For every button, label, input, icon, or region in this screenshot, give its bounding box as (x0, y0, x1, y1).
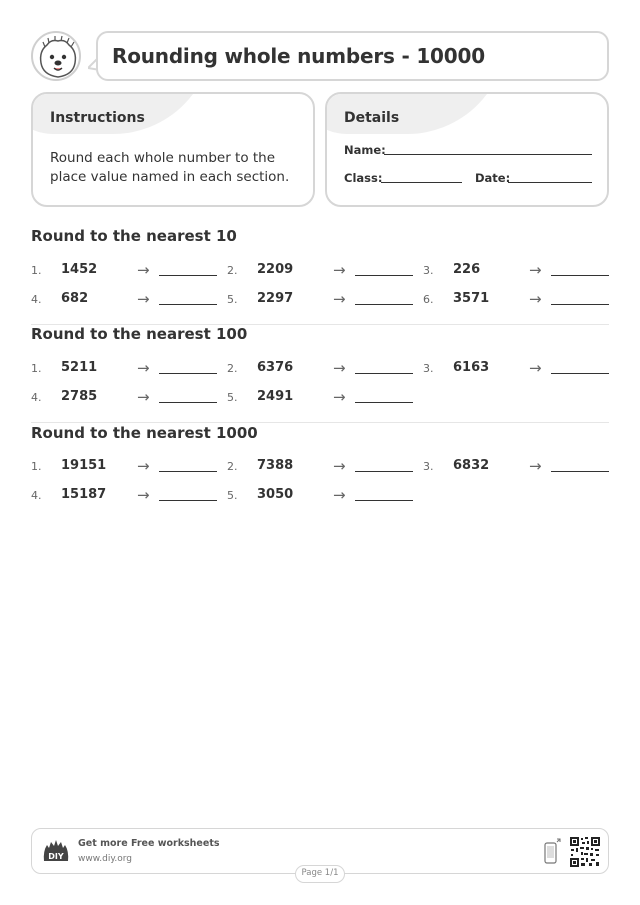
name-label: Name: (344, 143, 386, 157)
class-label: Class: (344, 171, 383, 185)
question-value: 226 (453, 262, 481, 277)
question-number: 2. (227, 362, 238, 375)
question-number: 1. (31, 460, 42, 473)
class-field[interactable] (381, 182, 462, 183)
footer-title[interactable]: Get more Free worksheets (78, 838, 220, 849)
arrow-icon: → (137, 261, 150, 279)
question-number: 4. (31, 391, 42, 404)
instructions-text: Round each whole number to the place value named in each section. (50, 150, 290, 185)
question-value: 15187 (61, 487, 107, 502)
arrow-icon: → (137, 457, 150, 475)
instructions-box (31, 92, 315, 207)
answer-line[interactable] (159, 402, 217, 403)
question-number: 3. (423, 460, 434, 473)
question-value: 2209 (257, 262, 294, 277)
question-value: 3050 (257, 487, 294, 502)
question-value: 6376 (257, 360, 294, 375)
section-heading: Round to the nearest 1000 (31, 424, 258, 442)
answer-line[interactable] (355, 304, 413, 305)
question-number: 3. (423, 362, 434, 375)
answer-line[interactable] (159, 304, 217, 305)
answer-line[interactable] (159, 471, 217, 472)
answer-line[interactable] (355, 402, 413, 403)
arrow-icon: → (333, 457, 346, 475)
date-field[interactable] (508, 182, 592, 183)
question-number: 6. (423, 293, 434, 306)
arrow-icon: → (333, 359, 346, 377)
instructions-heading: Instructions (50, 110, 145, 126)
question-number: 2. (227, 264, 238, 277)
question-number: 4. (31, 293, 42, 306)
question-number: 5. (227, 293, 238, 306)
arrow-icon: → (333, 388, 346, 406)
arrow-icon: → (529, 290, 542, 308)
question-number: 2. (227, 460, 238, 473)
phone-icon (542, 838, 562, 866)
title-box (96, 31, 609, 81)
page-indicator: Page 1/1 (295, 865, 345, 883)
answer-line[interactable] (551, 304, 609, 305)
name-field[interactable] (384, 154, 592, 155)
details-box (325, 92, 609, 207)
arrow-icon: → (333, 486, 346, 504)
arrow-icon: → (529, 457, 542, 475)
answer-line[interactable] (355, 373, 413, 374)
logo-text: DIY (48, 852, 64, 861)
question-value: 1452 (61, 262, 98, 277)
answer-line[interactable] (551, 275, 609, 276)
answer-line[interactable] (355, 275, 413, 276)
question-value: 2297 (257, 291, 294, 306)
question-value: 19151 (61, 458, 107, 473)
question-value: 6832 (453, 458, 490, 473)
answer-line[interactable] (551, 373, 609, 374)
arrow-icon: → (137, 388, 150, 406)
answer-line[interactable] (159, 275, 217, 276)
question-value: 5211 (61, 360, 98, 375)
diy-logo-icon[interactable] (42, 839, 70, 865)
question-value: 3571 (453, 291, 490, 306)
question-value: 6163 (453, 360, 490, 375)
question-number: 5. (227, 391, 238, 404)
answer-line[interactable] (159, 500, 217, 501)
question-number: 3. (423, 264, 434, 277)
qr-code-icon (569, 836, 601, 868)
question-value: 7388 (257, 458, 294, 473)
arrow-icon: → (333, 261, 346, 279)
question-value: 2785 (61, 389, 98, 404)
arrow-icon: → (137, 486, 150, 504)
answer-line[interactable] (159, 373, 217, 374)
question-value: 2491 (257, 389, 294, 404)
question-number: 1. (31, 362, 42, 375)
section-heading: Round to the nearest 10 (31, 227, 237, 245)
page-title: Rounding whole numbers - 10000 (112, 44, 485, 68)
answer-line[interactable] (355, 471, 413, 472)
arrow-icon: → (137, 290, 150, 308)
arrow-icon: → (529, 359, 542, 377)
date-label: Date: (475, 171, 511, 185)
section-divider (31, 422, 609, 423)
question-number: 1. (31, 264, 42, 277)
arrow-icon: → (529, 261, 542, 279)
bear-mascot-icon (31, 31, 81, 81)
question-number: 4. (31, 489, 42, 502)
footer-url[interactable]: www.diy.org (78, 854, 132, 864)
details-heading: Details (344, 110, 400, 126)
answer-line[interactable] (551, 471, 609, 472)
answer-line[interactable] (355, 500, 413, 501)
arrow-icon: → (333, 290, 346, 308)
question-value: 682 (61, 291, 89, 306)
section-heading: Round to the nearest 100 (31, 325, 248, 343)
arrow-icon: → (137, 359, 150, 377)
question-number: 5. (227, 489, 238, 502)
